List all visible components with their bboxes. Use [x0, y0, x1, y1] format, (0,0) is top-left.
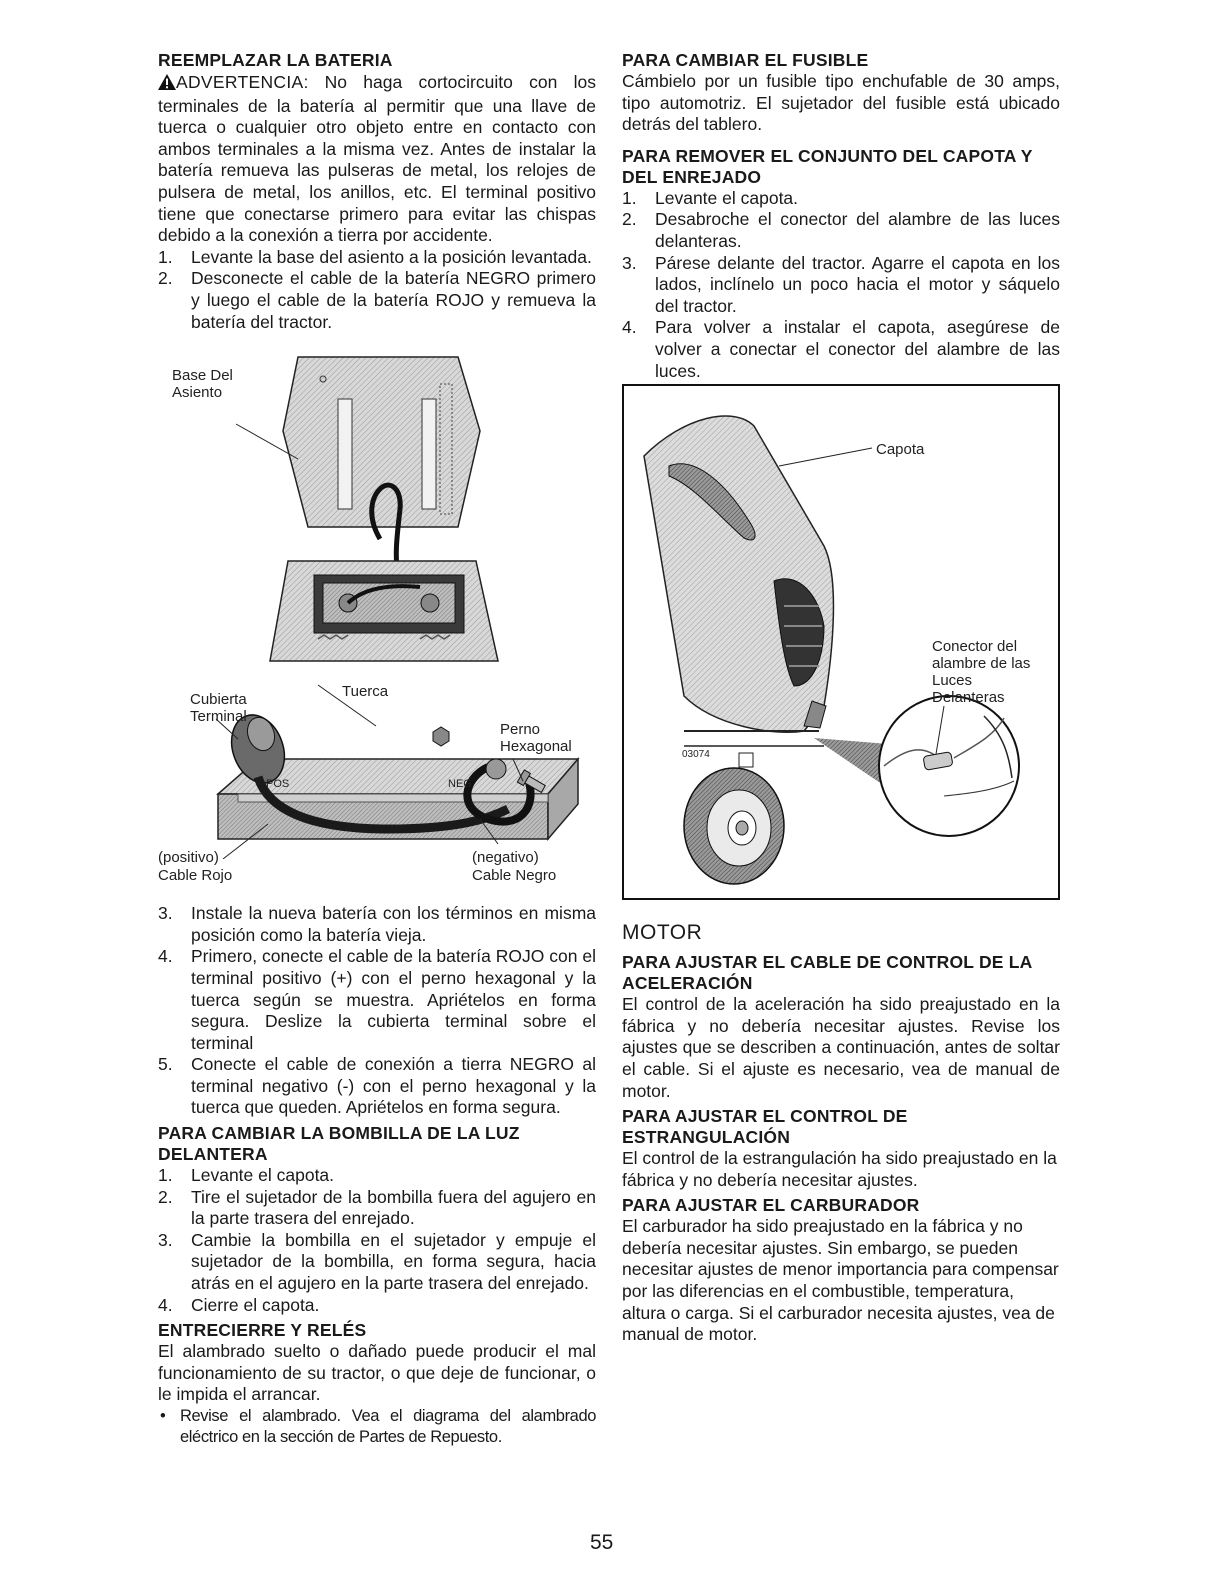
interlocks-text: El alambrado suelto o dañado puede producir el mal funcionamiento de su tractor, o que deje de funcionar, o le impida el arrancar.: [158, 1341, 596, 1405]
step-text: Para volver a instalar el capota, asegúrese de volver a conectar el conector del alambre de las luces.: [655, 317, 1060, 381]
warning-label: ADVERTENCIA: [176, 72, 304, 92]
step-text: Primero, conecte el cable de la batería ROJO con el terminal positivo (+) con el perno hexagonal y la tuerca según se muestra. Apriételos en forma segura. Deslize la cubierta terminal sobre el terminal: [191, 946, 596, 1053]
fuse-heading: PARA CAMBIAR EL FUSIBLE: [622, 50, 869, 70]
bulb-steps: [158, 1165, 596, 1316]
battery-illustration: [158, 339, 596, 859]
battery-steps-a: [158, 247, 596, 333]
motor-heading: MOTOR: [622, 921, 703, 945]
list-item: [622, 188, 1060, 210]
choke-text: El control de la estrangulación ha sido preajustado en la fábrica y no debería necesitar ajustes.: [622, 1148, 1057, 1190]
step-number: 1.: [622, 187, 637, 208]
step-text: Levante la base del asiento a la posición levantada.: [191, 246, 592, 267]
hood-figure: [622, 384, 1060, 900]
list-item: [158, 268, 596, 333]
neg-label: NEG: [448, 778, 472, 791]
step-text: Desabroche el conector del alambre de las luces delanteras.: [655, 209, 1060, 251]
battery-heading: REEMPLAZAR LA BATERIA: [158, 50, 393, 70]
carburetor-text: El carburador ha sido preajustado en la fábrica y no debería necesitar ajustes. Sin embargo, se pueden necesitar ajustes de menor importancia para compensar por las diferencias en el combustible, temperatura, altura o carga. Si el carburador necesita ajustes, vea de manual de motor.: [622, 1216, 1059, 1345]
interlocks-bullets: [158, 1406, 596, 1448]
fuse-text: Cámbielo por un fusible tipo enchufable de 30 amps, tipo automotriz. El sujetador del fusible está ubicado detrás del tablero.: [622, 71, 1060, 135]
negative-label: (negativo): [472, 849, 539, 867]
choke-heading: PARA AJUSTAR EL CONTROL DE ESTRANGULACIÓN: [622, 1106, 908, 1148]
battery-steps-b: [158, 903, 596, 1119]
connector-label: Conector del alambre de las Luces Delanteras: [932, 638, 1031, 707]
red-cable-label: Cable Rojo: [158, 867, 233, 885]
pos-label: POS: [266, 778, 290, 791]
bulb-heading: PARA CAMBIAR LA BOMBILLA DE LA LUZ DELANTERA: [158, 1123, 520, 1165]
black-cable-label: Cable Negro: [472, 867, 557, 885]
throttle-heading: PARA AJUSTAR EL CABLE DE CONTROL DE LA ACELERACIÓN: [622, 952, 1032, 994]
step-text: Párese delante del tractor. Agarre el capota en los lados, inclínelo un poco hacia el motor y sáquelo del tractor.: [655, 252, 1060, 316]
throttle-text: El control de la aceleración ha sido preajustado en la fábrica y no debería necesitar ajustes. Revise los ajustes que se describen a continuación, antes de soltar el cable. Si el ajuste es necesario, vea de manual de motor.: [622, 994, 1060, 1101]
hood-steps: [622, 188, 1060, 382]
warning-triangle-icon: [158, 74, 176, 96]
list-item: [158, 247, 596, 269]
list-item: [622, 253, 1060, 318]
carburetor-heading: PARA AJUSTAR EL CARBURADOR: [622, 1195, 920, 1216]
step-number: 4.: [622, 317, 637, 338]
step-number: 2.: [622, 209, 637, 230]
step-number: 2.: [158, 1186, 173, 1207]
list-item: [158, 903, 596, 946]
battery-figure: [158, 339, 596, 859]
step-number: 1.: [158, 1165, 173, 1186]
page-number: 55: [590, 1531, 614, 1554]
warning-text: : No haga cortocircuito con los terminales de la batería al permitir que una llave de tuerca o cualquier otro objeto entre en contacto con ambos terminales a la misma vez. Antes de instalar la batería remueva las pulseras de metal, los relojes de pulsera de metal, los anillos, etc. El terminal positivo tiene que conectarse primero para evitar las chispas debido a la conexión a tierra por accidente.: [158, 72, 596, 246]
step-number: 3.: [622, 252, 637, 273]
step-text: Levante el capota.: [655, 187, 799, 208]
figure-code: 03074: [682, 749, 710, 761]
list-item: [158, 1054, 596, 1119]
step-number: 4.: [158, 1294, 173, 1315]
list-item: [158, 946, 596, 1054]
step-number: 4.: [158, 946, 173, 967]
step-text: Tire el sujetador de la bombilla fuera del agujero en la parte trasera del enrejado.: [191, 1186, 596, 1229]
right-column: [622, 50, 1060, 1346]
step-number: 2.: [158, 268, 173, 289]
step-text: Cambie la bombilla en el sujetador y empuje el sujetador de la bombilla, en forma segura, hacia atrás en el agujero en la parte trasera del enrejado.: [191, 1229, 596, 1294]
step-text: Instale la nueva batería con los términos en misma posición como la batería vieja.: [191, 903, 596, 945]
step-number: 3.: [158, 903, 173, 924]
step-text: Conecte el cable de conexión a tierra NEGRO al terminal negativo (-) con el perno hexagonal y la tuerca que queden. Apriételos en forma segura.: [191, 1054, 596, 1118]
terminal-cover-label: Cubierta Terminal: [190, 691, 247, 726]
list-item: [158, 1165, 596, 1187]
positive-label: (positivo): [158, 849, 219, 867]
left-column: [158, 50, 596, 1448]
list-item: [622, 317, 1060, 382]
step-number: 3.: [158, 1229, 173, 1250]
hood-heading: PARA REMOVER EL CONJUNTO DEL CAPOTA Y DEL ENREJADO: [622, 145, 1033, 187]
battery-cable-labels: [158, 849, 596, 903]
list-item: [158, 1187, 596, 1230]
list-item: [622, 209, 1060, 252]
step-number: 5.: [158, 1054, 173, 1075]
capota-label: Capota: [876, 441, 925, 459]
battery-warning: [158, 72, 596, 247]
interlocks-heading: ENTRECIERRE Y RELÉS: [158, 1320, 367, 1341]
step-text: Desconecte el cable de la batería NEGRO primero y luego el cable de la batería ROJO y remueva la batería del tractor.: [191, 268, 596, 332]
nut-label: Tuerca: [342, 683, 389, 701]
step-text: Cierre el capota.: [191, 1294, 320, 1315]
hex-bolt-label: Perno Hexagonal: [500, 721, 572, 756]
list-item: [158, 1295, 596, 1317]
seat-base-label: Base Del Asiento: [172, 367, 233, 402]
list-item: • Revise el alambrado. Vea el diagrama del alambrado eléctrico en la sección de Partes de Repuesto.: [158, 1406, 596, 1448]
list-item: [158, 1230, 596, 1295]
step-number: 1.: [158, 246, 173, 267]
step-text: Levante el capota.: [191, 1165, 335, 1186]
